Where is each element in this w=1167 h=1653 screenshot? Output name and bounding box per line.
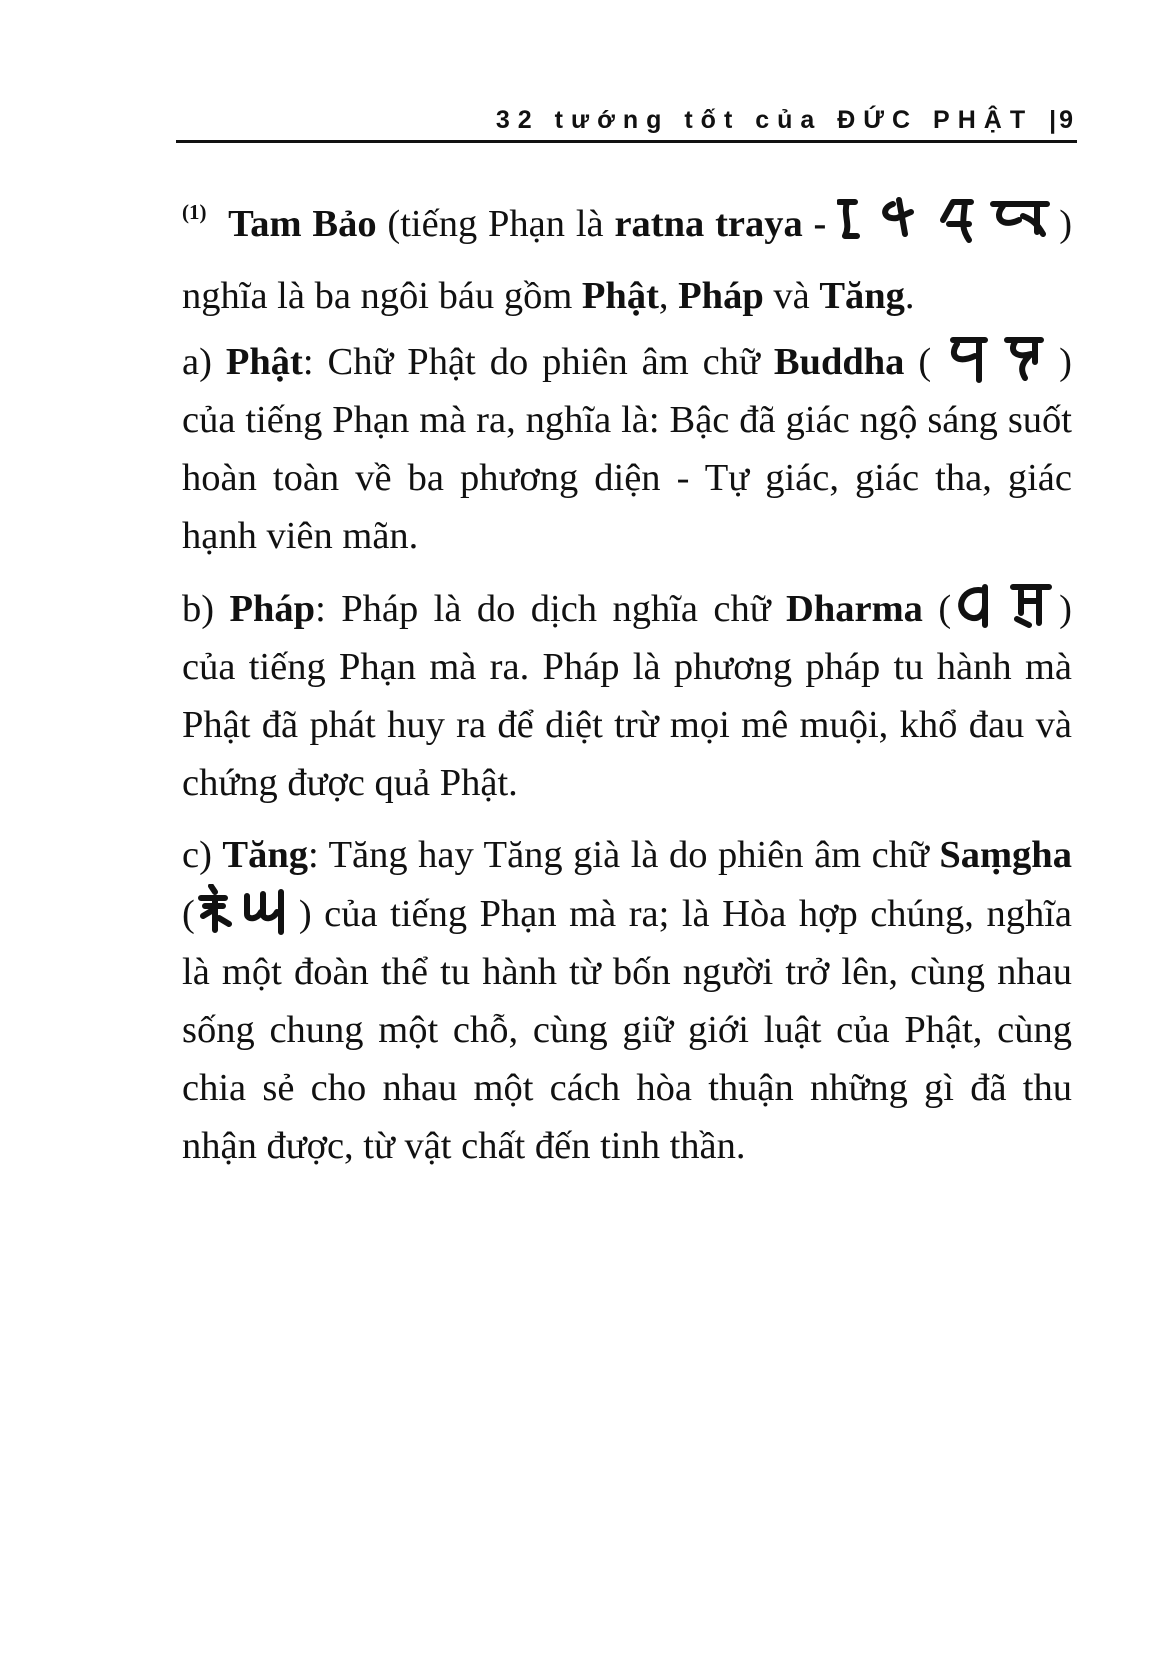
header-title: 32 tướng tốt của ĐỨC PHẬT: [495, 105, 1034, 134]
siddham-ratna-traya-glyph: [837, 194, 1059, 246]
sanskrit-ratna-traya: ratna traya -: [614, 203, 827, 245]
term-phat: Phật: [225, 341, 303, 383]
page-body: [182, 188, 1072, 1189]
sanskrit-buddha: Buddha: [773, 341, 905, 383]
word-tang: Tăng: [819, 275, 905, 317]
siddham-buddha-glyph: [945, 332, 1045, 384]
sanskrit-dharma: Dharma: [786, 588, 923, 630]
footnote-marker: (1): [182, 200, 207, 224]
siddham-samgha-glyph: [195, 884, 299, 936]
siddham-dharma-glyph: [951, 579, 1059, 631]
paragraph-c: c) Tăng: Tăng hay Tăng già là do phiên âm chữ Saṃgha ( ) của tiếng Phạn mà ra; là Hòa hợp chúng, nghĩa là một đoàn thể tu hành từ bốn người trở lên, cùng nhau sống chung một chỗ, cùng giữ giới luật của Phật, cùng chia sẻ cho nhau một cách hòa thuận những gì đã thu nhận được, từ vật chất đến tinh thần.: [182, 834, 1072, 1167]
running-header: [176, 100, 1076, 140]
footnote-paragraph: $^{(1)}$ Tam Bảo (tiếng Phạn là ratna traya - ) nghĩa là ba ngôi báu gồm Phật, Pháp và Tăng.: [182, 188, 1072, 332]
header-rule: [176, 140, 1077, 143]
paragraph-b: b) Pháp: Pháp là do dịch nghĩa chữ Dharma ( ) của tiếng Phạn mà ra. Pháp là phương pháp tu hành mà Phật đã phát huy ra để diệt trừ mọi mê muội, khổ đau và chứng được quả Phật.: [182, 579, 1072, 812]
page-number: 9: [1059, 105, 1076, 134]
paragraph-a: a) Phật: Chữ Phật do phiên âm chữ Buddha ( ) của tiếng Phạn mà ra, nghĩa là: Bậc đã giác ngộ sáng suốt hoàn toàn về ba phương diện - Tự giác, giác tha, giác hạnh viên mãn.: [182, 332, 1072, 565]
term-tang: Tăng: [222, 834, 309, 876]
sanskrit-samgha: Saṃgha: [939, 834, 1072, 876]
word-phap: Pháp: [678, 275, 764, 317]
word-phat: Phật: [581, 275, 659, 317]
page-number-group: [1049, 106, 1076, 135]
header-separator: |: [1049, 105, 1060, 134]
term-phap: Pháp: [229, 588, 316, 630]
term-tam-bao: Tam Bảo: [228, 203, 377, 245]
